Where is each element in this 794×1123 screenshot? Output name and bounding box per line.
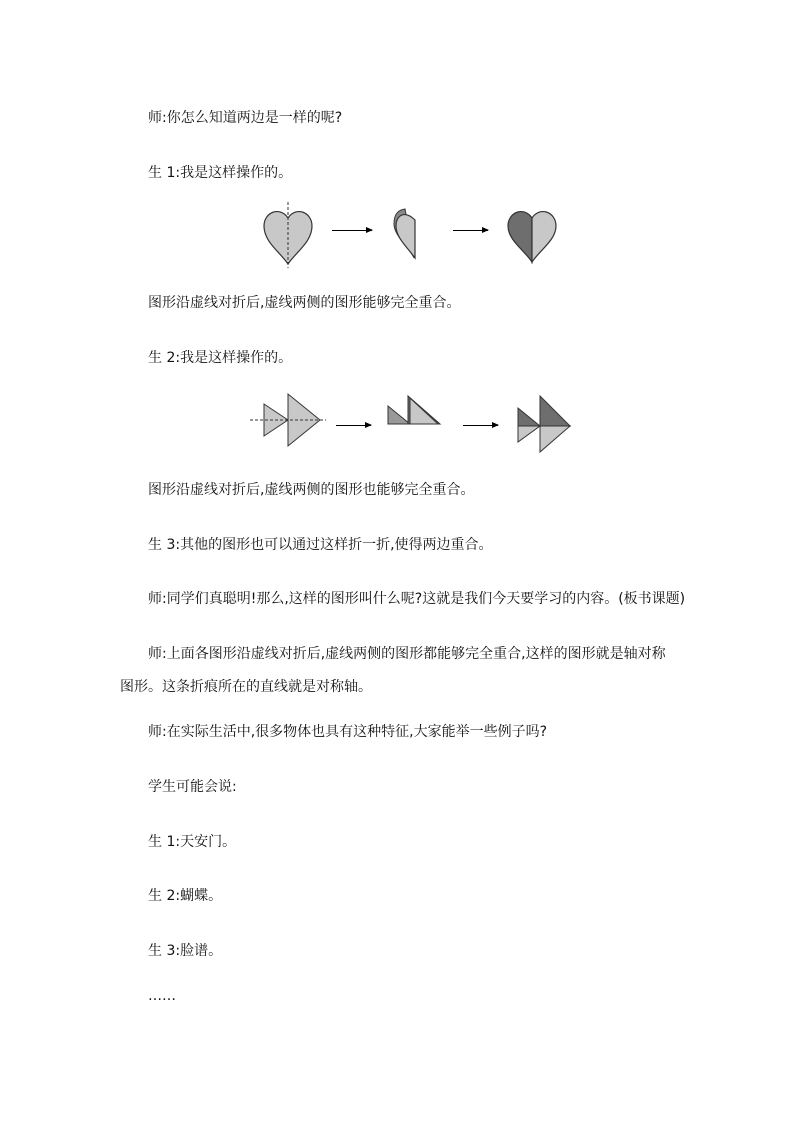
result-large-bottom	[540, 426, 570, 452]
text-line-3: 图形沿虚线对折后,虚线两侧的图形能够完全重合。	[148, 295, 461, 311]
text-line-5: 图形沿虚线对折后,虚线两侧的图形也能够完全重合。	[148, 482, 475, 498]
text-line-13: 生 3:脸谱。	[148, 943, 223, 959]
text-line-9: 师:在实际生活中,很多物体也具有这种特征,大家能举一些例子吗?	[148, 724, 548, 740]
text-line-7: 师:同学们真聪明!那么,这样的图形叫什么呢?这就是我们今天要学习的内容。(板书课题)	[148, 591, 686, 607]
text-line-12: 生 2:蝴蝶。	[148, 888, 223, 904]
text-line-1: 师:你怎么知道两边是一样的呢?	[148, 110, 343, 126]
arrow-1	[332, 230, 372, 231]
heart-left-half	[508, 212, 532, 262]
arrow-3	[336, 425, 371, 426]
heart-figure-row	[250, 200, 590, 270]
arrow-2	[453, 230, 488, 231]
text-line-4: 生 2:我是这样操作的。	[148, 350, 293, 366]
ellipsis-line: ……	[148, 988, 176, 1004]
folded-small-triangle	[388, 406, 410, 424]
heart-right-half	[532, 212, 556, 262]
text-line-8b: 图形。这条折痕所在的直线就是对称轴。	[120, 679, 372, 695]
triangle-figure-row	[248, 388, 578, 458]
text-line-11: 生 1:天安门。	[148, 834, 237, 850]
text-line-6: 生 3:其他的图形也可以通过这样折一折,使得两边重合。	[148, 537, 493, 553]
text-line-8: 师:上面各图形沿虚线对折后,虚线两侧的图形都能够完全重合,这样的图形就是轴对称	[148, 646, 666, 662]
result-large-top	[540, 396, 570, 426]
text-line-10: 学生可能会说:	[148, 779, 237, 795]
folded-heart-front	[396, 215, 415, 258]
folded-large-triangle-front	[410, 398, 438, 424]
result-small-top	[518, 408, 540, 426]
arrow-4	[463, 425, 498, 426]
text-line-2: 生 1:我是这样操作的。	[148, 165, 293, 181]
result-small-bottom	[518, 426, 540, 442]
